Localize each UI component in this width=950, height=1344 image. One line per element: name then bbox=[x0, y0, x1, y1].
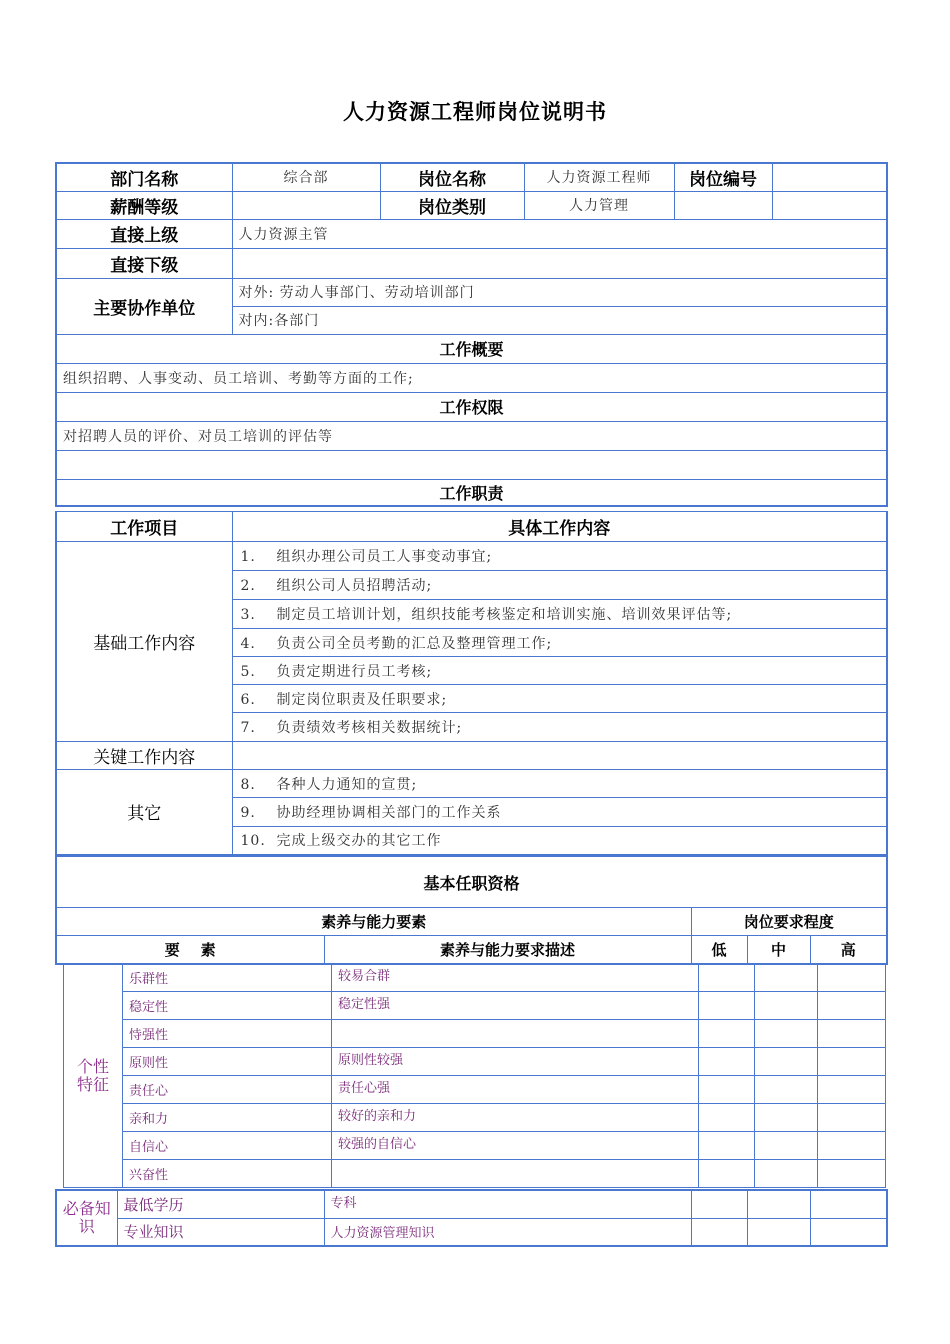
level-high: 高 bbox=[810, 936, 887, 964]
duty-number: 9. bbox=[240, 805, 256, 821]
trait-high bbox=[818, 1104, 886, 1132]
trait-desc: 较好的亲和力 bbox=[332, 1104, 699, 1132]
duty-item bbox=[232, 542, 887, 571]
trait-high bbox=[818, 1076, 886, 1104]
salary-label: 薪酬等级 bbox=[56, 191, 232, 219]
knowledge-label: 必备知识 bbox=[56, 1190, 117, 1246]
trait-high bbox=[818, 964, 886, 992]
trait-desc: 责任心强 bbox=[332, 1076, 699, 1104]
job-description-table bbox=[55, 162, 888, 507]
trait-name: 原则性 bbox=[123, 1048, 332, 1076]
trait-desc bbox=[332, 1020, 699, 1048]
category-label: 岗位类别 bbox=[380, 191, 524, 219]
duty-number: 1. bbox=[240, 549, 256, 565]
trait-name: 恃强性 bbox=[123, 1020, 332, 1048]
level-low: 低 bbox=[691, 936, 747, 964]
duty-text: 负责定期进行员工考核; bbox=[276, 663, 433, 680]
category-value: 人力管理 bbox=[524, 191, 674, 219]
trait-mid bbox=[755, 1160, 818, 1188]
dept-value: 综合部 bbox=[232, 163, 380, 191]
trait-mid bbox=[755, 1104, 818, 1132]
knowledge-desc: 人力资源管理知识 bbox=[324, 1218, 691, 1246]
trait-name: 责任心 bbox=[123, 1076, 332, 1104]
knowledge-mid bbox=[747, 1218, 810, 1246]
level-header: 岗位要求程度 bbox=[691, 908, 887, 936]
duty-item bbox=[232, 798, 887, 827]
qualification-header-table bbox=[55, 856, 888, 965]
blank-cell bbox=[674, 191, 772, 219]
trait-mid bbox=[755, 1132, 818, 1160]
desc-header: 素养与能力要求描述 bbox=[324, 936, 691, 964]
trait-mid bbox=[755, 1020, 818, 1048]
duty-number: 8. bbox=[240, 776, 256, 793]
superior-value: 人力资源主管 bbox=[232, 219, 887, 248]
duties-table bbox=[55, 511, 888, 856]
trait-desc: 较强的自信心 bbox=[332, 1132, 699, 1160]
code-value bbox=[772, 163, 887, 191]
trait-desc: 稳定性强 bbox=[332, 992, 699, 1020]
trait-high bbox=[818, 1020, 886, 1048]
trait-low bbox=[699, 1020, 755, 1048]
duty-number: 4. bbox=[240, 635, 256, 652]
col-item-header: 工作项目 bbox=[56, 512, 232, 542]
personality-label: 个性特征 bbox=[64, 964, 123, 1188]
duty-item bbox=[232, 629, 887, 657]
trait-low bbox=[699, 964, 755, 992]
trait-mid bbox=[755, 964, 818, 992]
key-work-value bbox=[232, 742, 887, 770]
blank-cell bbox=[772, 191, 887, 219]
document-title: 人力资源工程师岗位说明书 bbox=[343, 100, 607, 124]
salary-value bbox=[232, 191, 380, 219]
position-label: 岗位名称 bbox=[380, 163, 524, 191]
knowledge-high bbox=[810, 1218, 887, 1246]
position-value: 人力资源工程师 bbox=[524, 163, 674, 191]
duty-number: 2. bbox=[240, 578, 256, 594]
knowledge-desc: 专科 bbox=[324, 1190, 691, 1218]
ability-header: 素养与能力要素 bbox=[56, 908, 691, 936]
trait-low bbox=[699, 1104, 755, 1132]
duty-text: 完成上级交办的其它工作 bbox=[276, 833, 442, 850]
trait-name: 兴奋性 bbox=[123, 1160, 332, 1188]
summary-title: 工作概要 bbox=[56, 334, 887, 363]
authority-text-2 bbox=[56, 450, 887, 479]
trait-name: 亲和力 bbox=[123, 1104, 332, 1132]
duty-number: 10. bbox=[240, 833, 266, 850]
knowledge-low bbox=[691, 1218, 747, 1246]
duty-item bbox=[232, 770, 887, 798]
duty-text: 负责绩效考核相关数据统计; bbox=[276, 720, 463, 736]
trait-high bbox=[818, 1048, 886, 1076]
dept-label: 部门名称 bbox=[56, 163, 232, 191]
duty-text: 组织办理公司员工人事变动事宜; bbox=[276, 549, 493, 565]
knowledge-mid bbox=[747, 1190, 810, 1218]
trait-mid bbox=[755, 992, 818, 1020]
qualification-title: 基本任职资格 bbox=[56, 857, 887, 908]
duty-item bbox=[232, 657, 887, 685]
trait-desc bbox=[332, 1160, 699, 1188]
duty-number: 6. bbox=[240, 691, 256, 708]
duty-item bbox=[232, 600, 887, 629]
code-label: 岗位编号 bbox=[674, 163, 772, 191]
knowledge-low bbox=[691, 1190, 747, 1218]
element-header: 要 素 bbox=[56, 936, 324, 964]
trait-high bbox=[818, 1132, 886, 1160]
trait-name: 乐群性 bbox=[123, 964, 332, 992]
duty-text: 组织公司人员招聘活动; bbox=[276, 578, 433, 594]
duty-text: 协助经理协调相关部门的工作关系 bbox=[276, 805, 502, 821]
authority-text: 对招聘人员的评价、对员工培训的评估等 bbox=[56, 421, 887, 450]
duty-number: 7. bbox=[240, 720, 256, 736]
trait-name: 稳定性 bbox=[123, 992, 332, 1020]
level-mid: 中 bbox=[747, 936, 810, 964]
coop-external: 对外: 劳动人事部门、劳动培训部门 bbox=[232, 278, 887, 306]
trait-mid bbox=[755, 1076, 818, 1104]
subordinate-label: 直接下级 bbox=[56, 248, 232, 278]
trait-high bbox=[818, 1160, 886, 1188]
duty-item bbox=[232, 685, 887, 713]
basic-work-label: 基础工作内容 bbox=[56, 542, 232, 742]
superior-label: 直接上级 bbox=[56, 219, 232, 248]
summary-text: 组织招聘、人事变动、员工培训、考勤等方面的工作; bbox=[56, 363, 887, 392]
personality-table bbox=[63, 963, 886, 1188]
duty-text: 负责公司全员考勤的汇总及整理管理工作; bbox=[276, 635, 553, 652]
trait-low bbox=[699, 1160, 755, 1188]
duty-text: 各种人力通知的宣贯; bbox=[276, 776, 418, 793]
knowledge-high bbox=[810, 1190, 887, 1218]
trait-low bbox=[699, 1048, 755, 1076]
coop-label: 主要协作单位 bbox=[56, 278, 232, 334]
trait-high bbox=[818, 992, 886, 1020]
knowledge-name: 专业知识 bbox=[117, 1218, 324, 1246]
trait-desc: 较易合群 bbox=[332, 964, 699, 992]
knowledge-table bbox=[55, 1189, 888, 1247]
key-work-label: 关键工作内容 bbox=[56, 742, 232, 770]
duty-number: 3. bbox=[240, 607, 256, 623]
duties-title: 工作职责 bbox=[56, 479, 887, 506]
trait-mid bbox=[755, 1048, 818, 1076]
duty-number: 5. bbox=[240, 663, 256, 680]
duty-item bbox=[232, 827, 887, 855]
trait-desc: 原则性较强 bbox=[332, 1048, 699, 1076]
authority-title: 工作权限 bbox=[56, 392, 887, 421]
knowledge-name: 最低学历 bbox=[117, 1190, 324, 1218]
duty-item bbox=[232, 713, 887, 742]
duty-text: 制定岗位职责及任职要求; bbox=[276, 691, 448, 708]
subordinate-value bbox=[232, 248, 887, 278]
other-label: 其它 bbox=[56, 770, 232, 855]
duty-text: 制定员工培训计划，组织技能考核鉴定和培训实施、培训效果评估等; bbox=[276, 607, 733, 623]
duty-item bbox=[232, 571, 887, 600]
trait-low bbox=[699, 1132, 755, 1160]
trait-low bbox=[699, 1076, 755, 1104]
trait-low bbox=[699, 992, 755, 1020]
coop-internal: 对内:各部门 bbox=[232, 306, 887, 334]
trait-name: 自信心 bbox=[123, 1132, 332, 1160]
col-content-header: 具体工作内容 bbox=[232, 512, 887, 542]
